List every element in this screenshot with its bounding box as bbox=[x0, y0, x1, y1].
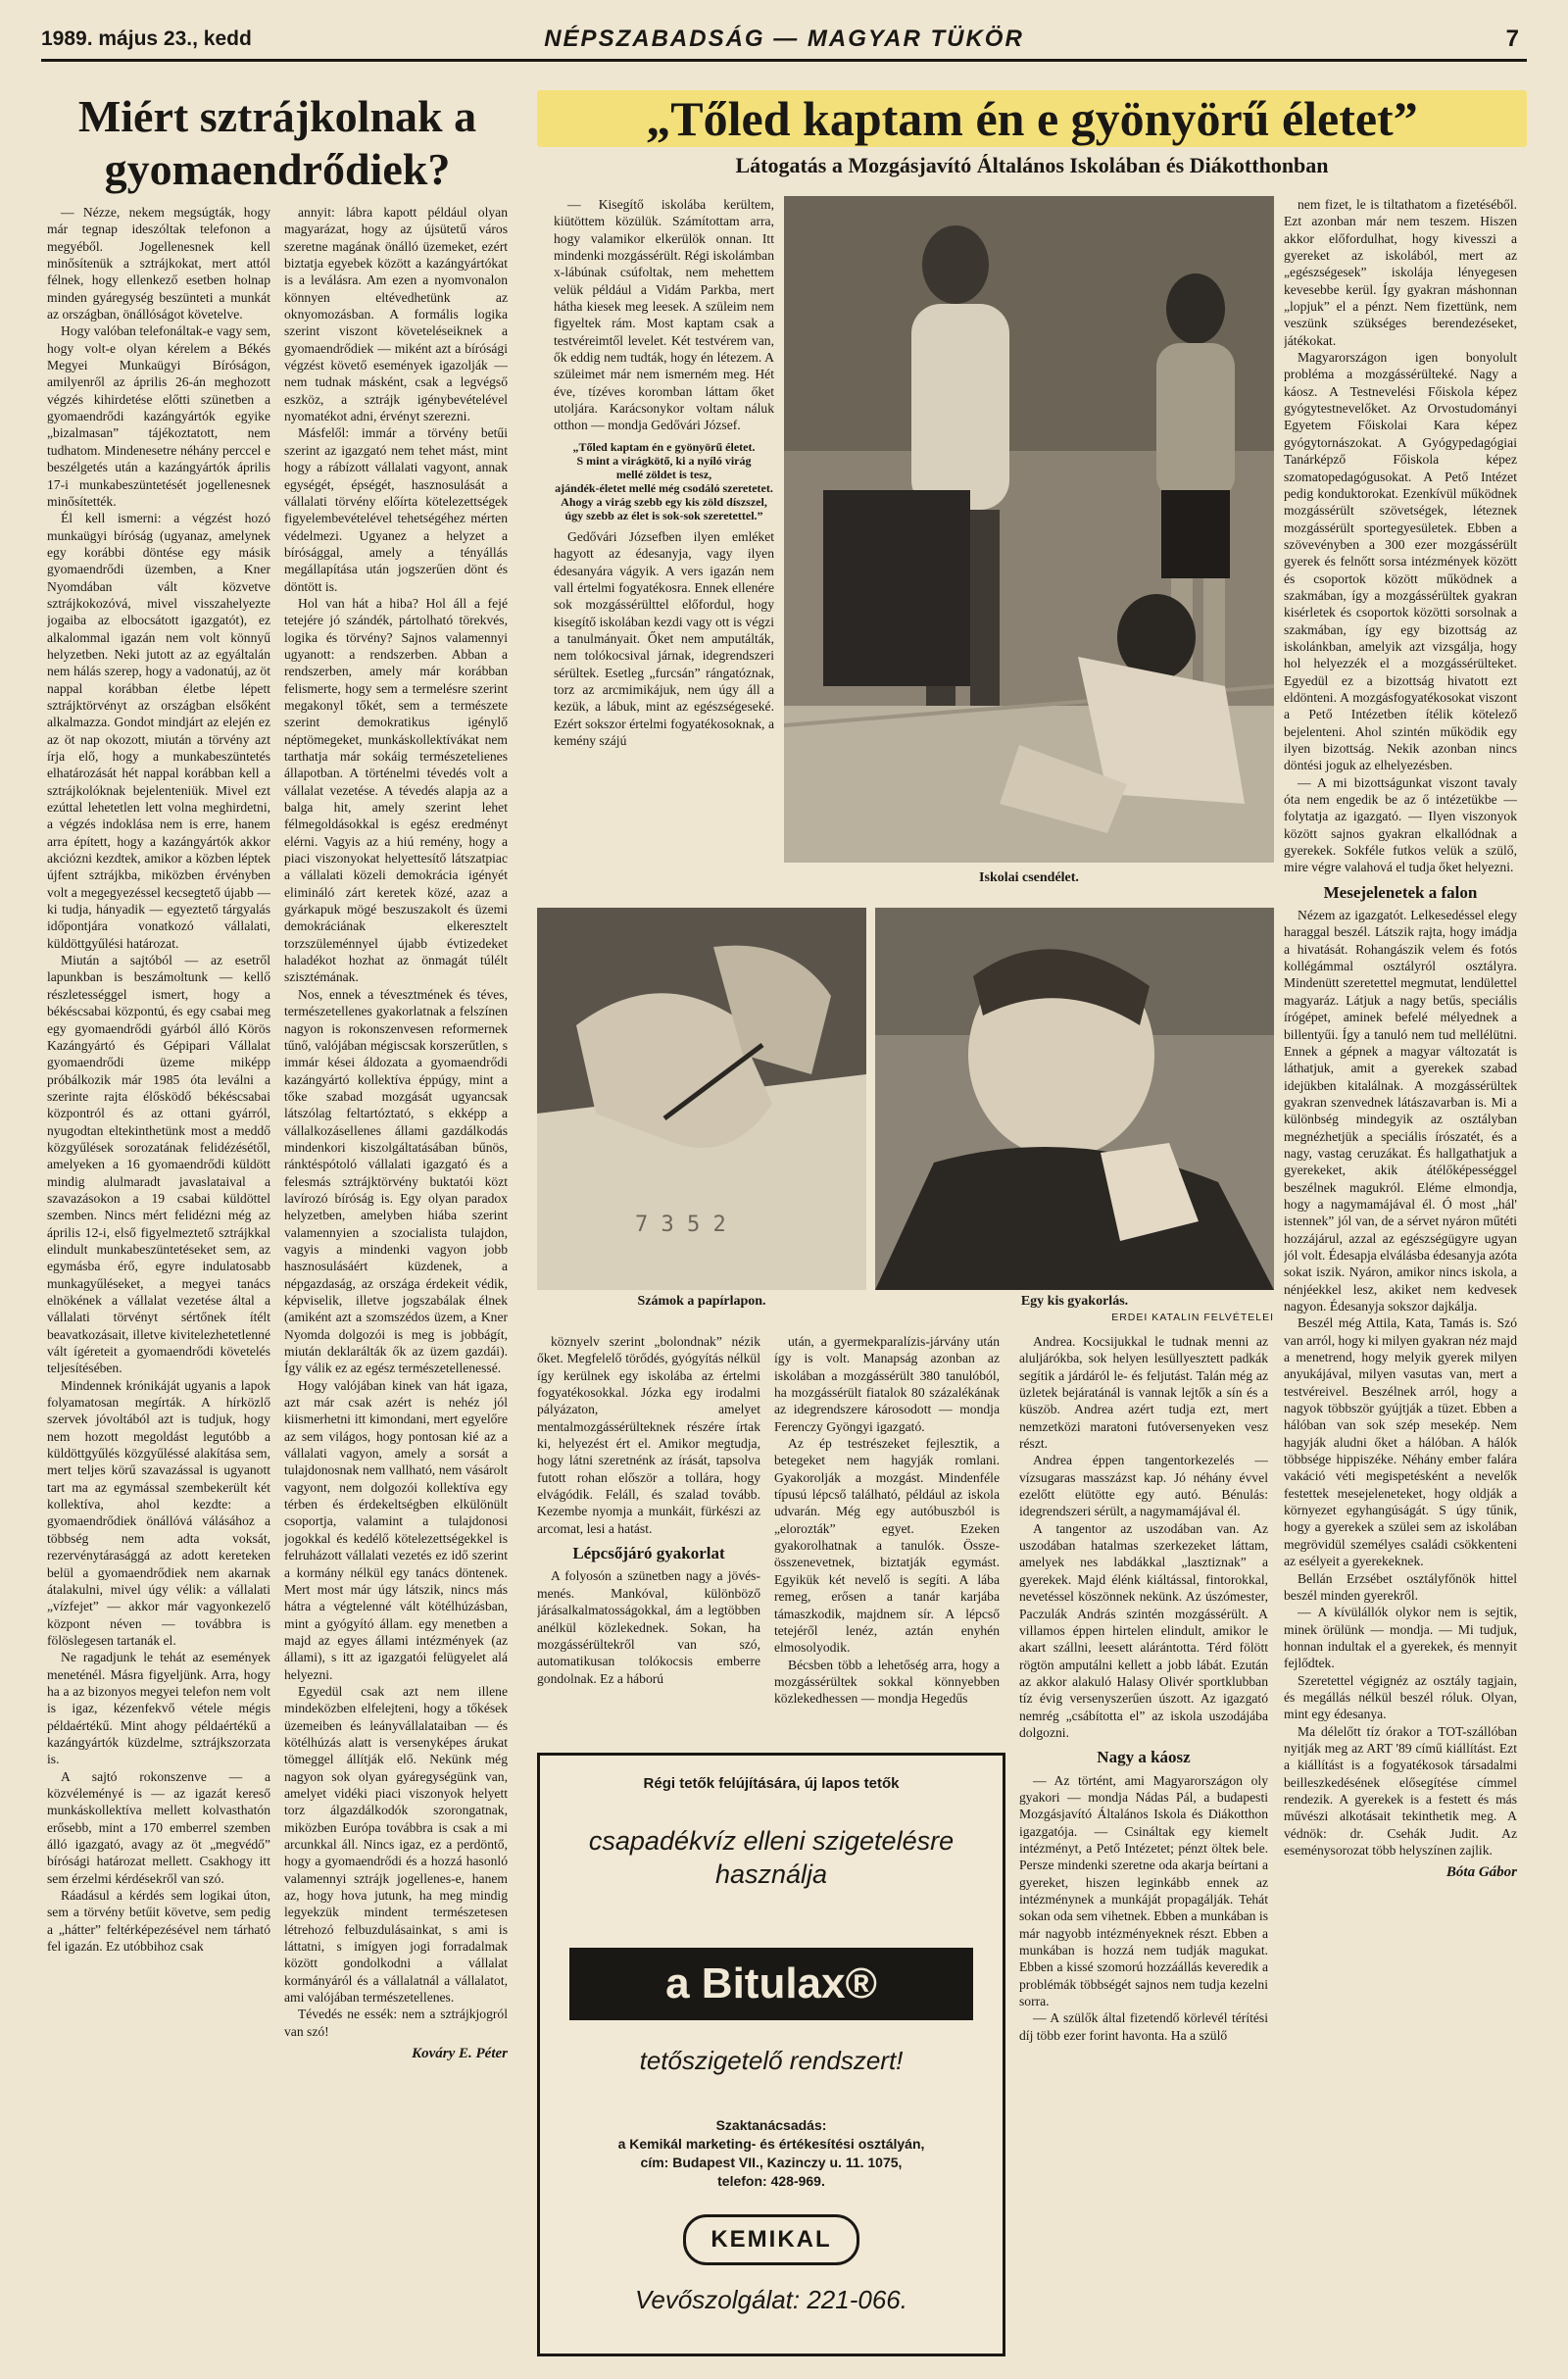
paragraph: — Az történt, ami Magyarországon oly gyakori — mondja Nádas Pál, a budapesti Mozgásjavító Általános Iskola és Diákotthon igazgatója. — Csináltak egy kiemelt intézményt, a Pető Intézetet; pénzt öltek bele. Persze mindenki szeretne oda akarja beírtani a gyereket, hiszen leginkább ennek az intézménynek a munkáját propagálják. Tehát sokan oda sem vihetnek. Ebben a munkában is már nagyobb intézményeknek részt. Ebben a munkában is hozzá nem tudják magukat. Ebben a kissé szomorú hozzáállás keveredik a problémák többségét sajnos nem tudja kezelni sorra. bbox=[1019, 1772, 1268, 2009]
paragraph: után, a gyermekparalízis-járvány után így is volt. Manapság azonban az iskolában a mozgássérült 380 tanulóból, ha mozgássérült fiatalok 80 százalékának az idegrendszere károsodott — mondja Ferenczy Gyöngyi igazgató. bbox=[774, 1334, 1000, 1434]
section-heading-mesejelenetek: Mesejelenetek a falon bbox=[1323, 882, 1478, 902]
issue-date: 1989. május 23., kedd bbox=[41, 27, 252, 50]
paragraph: — Nézze, nekem megsúgták, hogy már tegnap ideszóltak telefonon a megyéből. Jogellenesnek kell minősítenük a sztrájkokat, mert attól félnek, hogy ellenkező esetben holnap minden gyáregység beszünteti a munkát az országban, önállóságot követelve. bbox=[47, 205, 270, 322]
ad-slogan-line: használja bbox=[714, 1859, 828, 1889]
paragraph: Andrea. Kocsijukkal le tudnak menni az aluljárókba, sok helyen lesüllyesztett padkák segítik a járdáról le- és feljutást. Talán még az üzletek bejáratánál is vannak lejtők a sín és a küszöb. Andrea azért tudja ezt, mert nemzetközi maratoni futóversenyeken vesz részt. bbox=[1019, 1334, 1268, 1452]
ad-brand: a Bitulax® bbox=[569, 1948, 973, 2020]
paragraph: Egyedül csak azt nem illene mindeközben elfelejteni, hogy a tőkések üzemeiben és leányvállalataiban — és kötélhúzás alatt is versenyképes árukat tömeggel állítják elő. Nekünk még nagyon sok olyan gyáregységünk van, amelyet vidéki piaci viszonyok helyett torz álgazdálkodók szorongatnak, miközben Európa továbbra is csak a mi arcunkkal áll. Nincs igaz, ez a perdöntő, hogy a gyomaendrődi és a hozzá hasonló valamennyi sztrájk jogellenes-e, hanem az, hogy hova jutunk, ha meg mindig legyekzük mindent természetesen létrehozó felbuzdulásainkat, s ami is láttatni, s imígyen jogi forradalmak között gondolkodni a vállalat kormányáról és a vállalatnál a vállalatot, ami valójában természetellenes. bbox=[284, 1683, 508, 2006]
ad-slogan bbox=[540, 1824, 1003, 1891]
photo-boy-exercising bbox=[875, 908, 1274, 1290]
paragraph: Él kell ismerni: a végzést hozó munkaügyi bíróság (ugyanaz, amelynek egy korábbi döntése egy másik gyomaendrődi üzemben, a Kner Nyomdában vált közvetve sztrájkokozóvá, mivel visszahelyezte jogaiba az elbocsátott igazgatót), ez alkalommal igazán nem volt könnyű helyzetben. Neki jutott az az egyáltalán nem hálás szerep, hogy a vadonatúj, az öt nappal korábban életbe lépett sztrájktörvényt az országban elsőként alkalmazza. Gondot mindjárt az elején ez az öt nap okozott, miután a törvény azt írja elő, hogy a munkabeszüntetés elhatározását hét nappal korábban kell a sztrájkolóknak bejelenteniük. Mivel ezt ezúttal lehetetlen lett volna meghirdetni, a végzés indoklása nem is erre, hanem arra épített, hogy a kazángyártók akkor akciózni kezdtek, amikor a közben léptek újfent sztrájkba, miközben érvényben volt a megegyezéssel kecsegtető újabb — ki tudja, hányadik — egyeztető tárgyalás időpontjára vonatkozó vállalati, küldöttgyűlési határozat. bbox=[47, 511, 270, 951]
paragraph: annyit: lábra kapott például olyan magyarázat, hogy az újsütetű város szeretne magának önálló üzemeket, ezért biztatja egyebek között a kazángyártókat is a leválásra. Am ezen a nyomvonalon könnyen eltévedhetünk az oknyomozásban. A formális logika szerint viszont követeléseiknek a gyomaendrődiek — miként azt a bírósági végzést követő események igazolják — nem tudnak másként, csak a legvégső eszköz, a sztrájk igénybevételével nyomatékot adni, érvényt szerezni. bbox=[284, 205, 508, 424]
ad-product: tetőszigetelő rendszert! bbox=[639, 2046, 904, 2075]
photo-children-resting-image bbox=[784, 196, 1274, 863]
ad-contact-line: Szaktanácsadás: bbox=[715, 2117, 827, 2133]
poem-line: „Tőled kaptam én e gyönyörű életet. bbox=[572, 439, 756, 454]
paragraph: Miután a sajtóból — az esetről lapunkban is beszámoltunk — kellő részletességgel ismert, hogy a békéscsabai központú, és egy csabai meg egy gyomaendrődi gyárból álló Körös Kazángyártó és Gépipari Vállalat gyomaendrődi üzeme miképp próbálkozik már 1985 óta leválni a szerinte rajta élősködő békéscsabai központról és az ottani gyárról, nyugodtan eltekinthetünk most a meddő közgyűlések sorozatának felidézésétől, amelyeken a 16 gyomaendrődi küldött mindig alulmaradt javaslataival a szavazásokon a 19 csabai küldöttel szemben. Nincs mért felidézni még az április 12-i, első figyelmeztető sztrájkkal elindult munkabeszüntetéseket sem, az egymásba érő, egyre indulatosabb munkagyűléseket, a megyei tanács elnökének a vállalat vezetése által a vállalati törvényt sértőnek ítélt beavatkozásait, illetve kivitelezhetetlenné vált ígéreteit a gyomaendrődi követelés teljesítésében. bbox=[47, 953, 270, 1376]
left-article-signature: Kováry E. Péter bbox=[412, 2046, 508, 2062]
paragraph: A folyosón a szünetben nagy a jövés-menés. Mankóval, különböző járásalkalmatosságokkal, ám a legtöbben anélkül közlekednek. Sokan, ha mozgássérültekről van szó, automatikusan tolókocsis emberre gondolnak. Ez a háború bbox=[537, 1568, 760, 1686]
photo-children-resting bbox=[784, 196, 1274, 863]
right-article-subhead: Látogatás a Mozgásjavító Általános Iskolában és Diákotthonban bbox=[735, 153, 1329, 177]
ad-contact-line: cím: Budapest VII., Kazinczy u. 11. 1075, bbox=[640, 2155, 903, 2170]
right-article-signature: Bóta Gábor bbox=[1446, 1864, 1517, 1881]
masthead bbox=[41, 22, 1527, 62]
paragraph: Bécsben több a lehetőség arra, hogy a mozgássérültek sokkal könnyebben közlekedhessen — mondja Hegedűs bbox=[774, 1657, 1000, 1707]
section-heading-kaosz: Nagy a káosz bbox=[1097, 1748, 1191, 1767]
poem bbox=[554, 440, 774, 522]
paragraph: Tévedés ne essék: nem a sztrájkjogról van szó! bbox=[284, 2007, 508, 2039]
photo-numbers-paper-image bbox=[537, 908, 866, 1290]
paragraph: — Kisegítő iskolába kerültem, kiütöttem közülük. Számítottam arra, hogy valamikor elkerülök onnan. Itt mindenki mozgássérült. Régi iskolámban x-lábúnak csúfoltak, nem mehettem velük például a Vidám Parkba, mert hátha kiesek meg leesek. A szüleim nem figyeltek rám. Most kaptam csak a testvéreimtől levelet. Két testvérem van, ők eddig nem tudták, hogy én létezem. A szüleimet már nem ismerném meg. Hét éve, tízéves koromban láttam őket utoljára. Karácsonykor voltam náluk otthon — mondja Gedővári József. bbox=[554, 197, 774, 433]
bitulax-advertisement bbox=[537, 1753, 1005, 2356]
ad-contact-line: a Kemikál marketing- és értékesítési osztályán, bbox=[617, 2136, 925, 2152]
paragraph: Hogy valójában kinek van hát igaza, azt már csak azért is nehéz jól kiismerhetni itt kimondani, mert egyelőre az sem világos, hogy pontosan kié az a vállalati vagyon, amely a sorsát a tulajdonosnak nem vallható, nem vásárolt vagyont, nem dolgozói kollektíva egy térben és érdekeltségben elkülönült csoportja, valamint a tulajdonosi jogokkal és kedélő kötelezettségekkel is felruházott vállalati vezetés ez idő szerint a kormány nélkül egy tanács döntenek. Mert most már úgy látszik, nincs más hátra a végtelenné vált kötélhúzásban, mint a gyógyító állam. egy menetben a majd az egyes állami intézmények (az állami), s itt az igazgatói felügyelet alá helyezni. bbox=[284, 1377, 508, 1682]
right-article-column-right bbox=[1284, 196, 1517, 2348]
photo-numbers-paper bbox=[537, 908, 866, 1290]
paragraph: Andrea éppen tangentorkezelés — vízsugaras masszázst kap. Jó néhány évvel ezelőtt elütötte egy autó. Bénulás: idegrendszeri sérült, a nagymamájával él. bbox=[1019, 1453, 1268, 1519]
paragraph: köznyelv szerint „bolondnak” nézik őket. Megfelelő törődés, gyógyítás nélkül így kerülnek egy iskolába az értelmi fogyatékosokkal. Józka egy irodalmi pályázaton, amelyet mentalmozgássérülteknek részére írtak ki, helyezést ért el. Amikor megtudja, hogy látni szeretnénk az írását, tapsolva futott rohan először a tollára, hogy elvágódik. Feláll, és szalad tovább. Kezembe nyomja a munkáit, fürkészi az arcomat, lesi a hatást. bbox=[537, 1334, 760, 1536]
paragraph: Nézem az igazgatót. Lelkesedéssel elegy haraggal beszél. Látszik rajta, hogy imádja a hivatását. Rohangászik velem és fotós kollégámmal osztályról osztályra. Mindenütt szeretettel megmutat, lendülettel magyaráz. Látjuk a nagy betűs, speciális írógépet, aminek befelé mélyednek a billentyűi. Így a tanuló nem tud mellélütni. Ennek a gépnek a magyar változatát is láthatjuk, amit a gyerekek szabad idejükben kitalálnak. A mozgássérültek gyakran szenvednek látászavarban is. Mi a különbség mindegyik az osztályban megnézhetjük a speciális írószatét, és a nagy, vastag ceruzákat. És hallgathatjuk a gyerekeket, akik átélőképességgel beszélnek magukról. Eléme elmondja, hogy a nagymamájával él. Ó most „hál' istennek” jól van, de a sérvet nyáron műtéti hozzájárul, azzal az egészségügyre ugyan jól volt. Édesapja elválásba édesanyja azóta sokat iszik. Nyáron, amikor nincs iskola, a nénjéekkel lesz, akiket nem kedvesek nagyon. Édesanyja sokszor dajkálja. bbox=[1284, 908, 1517, 1313]
poem-line: ajándék-életet mellé még csodáló szeretetet. bbox=[555, 480, 773, 495]
photo-caption-left: Számok a papírlapon. bbox=[637, 1294, 766, 1309]
paragraph: Magyarországon igen bonyolult probléma a mozgássérülteké. Nagy a káosz. A Testnevelési Főiskola képez gyógytestnevelőket. Az Orvostudományi Egyetem Főiskolai Kara képez gyógytornászokat. A Gyógypedagógiai Tanárképző Főiskola képez szomatopedagógusokat. A Pető Intézet pedig konduktorokat. Ezenkívül működnek mozgássérült szövetségek, léteznek mozgássérült sportegyesületek. Ebben a szövevényben a 300 ezer mozgássérült gyerek és felnőtt sorsa intézmények között és csoportok között működnek a szakmában, így a mozgássérültek gyakran kisérletek és csoportok közötti sorsolnak a szakmában, így egy bizottság az iskolánkban, amelyik azt vizsgálja, hogy hol helyezzék el a mozgássérülteket. Egyedül ez a bizottság hivatott ezt eldönteni. A mozgásfogyatékosokat viszont a Pető Intézetben ítélik kötelező bejelenteni. Ahol szintén működik egy ilyen bizottság. Nekik azonban nincs döntési joguk az elhelyezésben. bbox=[1284, 350, 1517, 773]
photo-credit: ERDEI KATALIN FELVÉTELEI bbox=[1111, 1312, 1274, 1323]
right-article-column-b bbox=[774, 1333, 1000, 1745]
paragraph: — A mi bizottságunkat viszont tavaly óta nem engedik be az ő intézetükbe — folytatja az igazgató. — Ilyen viszonyok között sajnos gyakran elkallódnak a gyerekek. Sokféle futkos velük a szülő, mire végre valahová el tudja őket helyezni. bbox=[1284, 774, 1517, 875]
paragraph: Bellán Erzsébet osztályfőnök hittel beszél minden gyerekről. bbox=[1284, 1570, 1517, 1603]
paragraph: Hogy valóban telefonáltak-e vagy sem, hogy volt-e olyan kérelem a Békés Megyei Munkaügyi Bíróságon, amilyenről az április 26-án meghozott végzés kihirdetése előtti szünetben a gyomaendrődi kazángyártók egyike „bizalmasan” tájékoztatott, nem tudhatom. Mindenesetre néhány perccel e beszélgetés után a kazángyártók április 17-i munkabeszüntetését jogellenesnek minősítették. bbox=[47, 323, 270, 509]
ad-intro: Régi tetők felújítására, új lapos tetők bbox=[643, 1775, 900, 1792]
page-number: 7 bbox=[1505, 25, 1519, 52]
left-article-column-1 bbox=[47, 204, 270, 2351]
left-article-headline: Miért sztrájkolnak a gyomaendrődiek? bbox=[77, 91, 477, 194]
paragraph: Mindennek krónikáját ugyanis a lapok folyamatosan megírták. A hírközlő szervek jóvoltából azt is tudjuk, hogy nem hozott megoldást legutóbb a küldöttgyűlés közgyűléssé alakítása sem, mert teljes körű szavazással is ugyanott tart ma az egymással szembekerült két kollektíva, ahol kezdte: a gyomaendrődiek önállóvá válásához a többség nem adta voksát, rezervénytárasággá az adott kereteken belül a gyomaendrődiek nem akarnak átalakulni, mivel úgy vélik: a vállalati „vízfejet” — akkor már vagyonkezelő központ néven — továbbra is fölöslegesen tartanák el. bbox=[47, 1377, 270, 1648]
paragraph: Nos, ennek a tévesztmének és téves, természetellenes gyakorlatnak a felszínen nagyon is rokonszenvesen reformernek tűnő, valójában mégiscsak korszerűtlen, s immár kései áldozata a gyomaendrődi kazángyártó kollektíva éppúgy, mint a tőke szabad mozgását ugyancsak látszólag feltartóztató, s ekképp a vállalkozásellenes állami gazdálkodás mindenkori kiszolgáltatásában bűnös, ránktéspótoló vállalati igazgató és a felesmás sztrájktörvény buktatói közt lavírozó bíróság is. Egy olyan paradox helyzetben, amelyben hiába szerint valamennyien a szocialista tulajdon, vagyis a mindenki vagyon jobb hasznosulásáért küzdenek, a népgazdaság, az országa érdekeit védik, képviselik, illetve jogszabálak élnek (amiként azt a szomszédos üzem, a Kner Nyomda dolgozói is meg is jobbágít, miután deklarálták ők az üzem gazdái). Így válik ez az egész természetellenessé. bbox=[284, 986, 508, 1376]
photo-boy-exercising-image bbox=[875, 908, 1274, 1290]
svg-text:7 3 5 2: 7 3 5 2 bbox=[635, 1213, 726, 1237]
right-article-column-c bbox=[1019, 1333, 1268, 2348]
kemikal-logo: KEMIKAL bbox=[683, 2214, 859, 2265]
paragraph: Ma délelőtt tíz órakor a TOT-szállóban nyitják meg az ART '89 című kiállítást. Ezt a kiállítást is a fogyatékosok társadalmi beilleszkedésének elősegítése címmel rendezik. A gyerekek is a festett és más művészi alkotásait tekinthetik meg. A védnök: dr. Csehák Judit. Az eseménysorozat több helyszínen zajlik. bbox=[1284, 1723, 1517, 1858]
ad-phone: Vevőszolgálat: 221-066. bbox=[634, 2285, 907, 2314]
section-heading-lepcsojaro: Lépcsőjáró gyakorlat bbox=[572, 1544, 725, 1563]
paragraph: — A szülők által fizetendő körlevél térítési díj több ezer forint havonta. Ha a szülő bbox=[1019, 2010, 1268, 2043]
left-article-column-2 bbox=[284, 204, 508, 2351]
paragraph: — A kívülállók olykor nem is sejtik, minek örülünk — mondja. — Mi tudjuk, honnan indultak el a gyerekek, és mennyit fejlődtek. bbox=[1284, 1605, 1517, 1671]
ad-contact bbox=[540, 2116, 1003, 2191]
paragraph: Ráadásul a kérdés sem logikai úton, sem a törvény betűit követve, sem pedig a „hátter” feltérképezésével nem tárható fel igazán. Ez utóbbihoz csak bbox=[47, 1888, 270, 1955]
photo-caption-top: Iskolai csendélet. bbox=[979, 870, 1079, 885]
right-article-column-intro bbox=[554, 196, 774, 872]
paragraph: A sajtó rokonszenve — a közvéleményé is — az igazát kereső munkáskollektíva mellett kolvasthatón erősebb, mint a 170 emberrel szemben álló igazgató, avagy az öt „megvédő” bírósági határozat mellett. Csakhogy itt sem érzelmi kérdésekről van szó. bbox=[47, 1768, 270, 1886]
paragraph: A tangentor az uszodában van. Az uszodában hatalmas szerkezeket láttam, amelyek nes labdákkal „lasztiznak” a gyerekek. Majd élénk kiáltással, fintorokkal, nevetéssel köszönnek nekünk. Az úszómester, Paczulák András szintén mozgássérült. A villamos éppen hirtelen elindult, amikor le akart szállni, leesett alárántotta. Térd fölött rögtön amputálni kellett a jobb lábát. Ezután az akkor alakuló Halasy Olivér sportklubban tíz évig versenyszerűen úszott. Az igazgató nemrég „csábította el” az iskola uszodájába dolgozni. bbox=[1019, 1520, 1268, 1740]
poem-line: S mint a virágkötő, ki a nyíló virág bbox=[576, 453, 752, 468]
right-article-headline: „Tőled kaptam én e gyönyörű életet” bbox=[537, 90, 1527, 147]
paragraph: nem fizet, le is tiltathatom a fizetéséből. Ezt azonban már nem teszem. Hiszen akkor előfordulhat, hogy kivesszi a gyereket az iskolából, mert az „egészségesek” iskolája lényegesen kevesebbe kerül. Így gyakran máshonnan „lopjuk” el a pénzt. Nem fizettünk, nem veszünk szükséges berendezéseket, játékokat. bbox=[1284, 197, 1517, 348]
photo-caption-right: Egy kis gyakorlás. bbox=[1020, 1294, 1129, 1309]
paragraph: Szeretettel végignéz az osztály tagjain, és megállás nélkül beszél róluk. Olyan, mint egy édesanya. bbox=[1284, 1672, 1517, 1722]
right-article-column-a bbox=[537, 1333, 760, 1745]
poem-line: Ahogy a virág szebb egy kis zöld díszszel, úgy szebb az élet is sok-sok szeretettel.” bbox=[561, 494, 767, 522]
paragraph: Az ép testrészeket fejlesztik, a betegeket nem hagyják romlani. Gyakorolják a mozgást. Mindenféle típusú lépcső található, például az iskola udvarán. Még egy autóbuszból is „elorozták” egyet. Ezeken gyakorolhatnak a tanulók. Össze-összenevetnek, biztatják egymást. Egyikük két nevelő is segíti. A lába remeg, erősen a tanár karjába támaszkodik, majdnem sír. A lépcső tetejéről lenéz, aztán enyhén elmosolyodik. bbox=[774, 1436, 1000, 1656]
ad-slogan-line: csapadékvíz elleni szigetelésre bbox=[588, 1826, 955, 1856]
ad-contact-line: telefon: 428-969. bbox=[717, 2173, 825, 2189]
paragraph: Beszél még Attila, Kata, Tamás is. Szó van arról, hogy ki milyen gyakran néz majd a menetrend, hogy melyik gyerek milyen anyukájával, milyen vasutas van, mert a testvéreivel. Beszélnek arról, hogy a nagyok többször gyújtják a tüzet. Ebben a hálóban van sok szép mesekép. Nem hagyják aludni őket a hálóban. A hálók többsége hippiszéke. Néhány ember falára vakáció véti megispetésként a nevelők festettek mesejeleneteket, hogy oldják a környezet egyhangúságát. S úgy tűnik, hogy a gyerekek a szülei sem az iskolában megrövidül személyes családi csökkenteni az esélyeit a gyerekeknek. bbox=[1284, 1315, 1517, 1569]
paragraph: Hol van hát a hiba? Hol áll a fejé tetejére jó szándék, pártolható törekvés, logika és törvény? Sajnos valamennyi ugyanott: a rendszerben. Abban a rendszerben, amely már korábban felismerte, hogy sem a termelésre szerint megakonyl tőkét, sem a természete szerint demokratikus igénylő néptömegeket, munkáskollektívákat nem tarthatja már sokáig természetelienes állapotban. A történelmi tévedés volt a vállalat vezetése. A tévedés alapja az a balga hit, amely szerint lehet félmegoldásokkal is egész eredményt elérni. Vagyis az a hiú remény, hogy a piaci viszonyokat helyettesítő látszatpiac a vállalati közeli demokrácia igényét elimináló zárt keretek közé, azaz a gyárkapuk mögé beszuszakolt és üzemi demokráciának elkeresztelt torzszüleménnyel újabb évtizedeket haladékot hozhat az önmagát túlélt szisztémának. bbox=[284, 595, 508, 985]
paragraph: Gedővári Józsefben ilyen emléket hagyott az édesanyja, vagy ilyen édesanyára vágyik. A vers igazán nem vall értelmi fogyatékosra. Ennek ellenére sok mozgássérülttel előfordul, hogy kisegítő iskolában kezdi vagy ott is végzi a tanulmányait. Őket nem amputálták, nem tolókocsival járnak, idegrendszeri sérültek. Esetleg „furcsán” rángatóznak, torz az arcmimikájuk, nem úgy áll a kezük, a lábuk, mint az egészségeseké. Ezért sokszor értelmi fogyatékosoknak, a kemény szájú bbox=[554, 528, 774, 748]
paragraph: Ne ragadjunk le tehát az események meneténél. Másra figyeljünk. Arra, hogy ha a az bizonyos megyei telefon nem volt is igaz, kézenfekvő vétele mégis példaértékű. Mint ahogy példaértékű a kazángyártók küzdelme, sztrájkszorzata is. bbox=[47, 1650, 270, 1767]
paragraph: Másfelől: immár a törvény betűi szerint az igazgató nem tehet mást, mint hogy a rábízott vállalati vagyont, annak egységét, épségét, hasznosulását a vállalati törvény előírta kötelezettségek figyelembevételével tehetségéhez mérten védelmezi. Ugyanez a helyzet a bírósággal, amely a tényállás megállapítása után jogszerűen dönt és döntött is. bbox=[284, 425, 508, 594]
poem-line: mellé zöldet is tesz, bbox=[615, 467, 712, 481]
section-title: NÉPSZABADSÁG — MAGYAR TÜKÖR bbox=[544, 25, 1024, 52]
